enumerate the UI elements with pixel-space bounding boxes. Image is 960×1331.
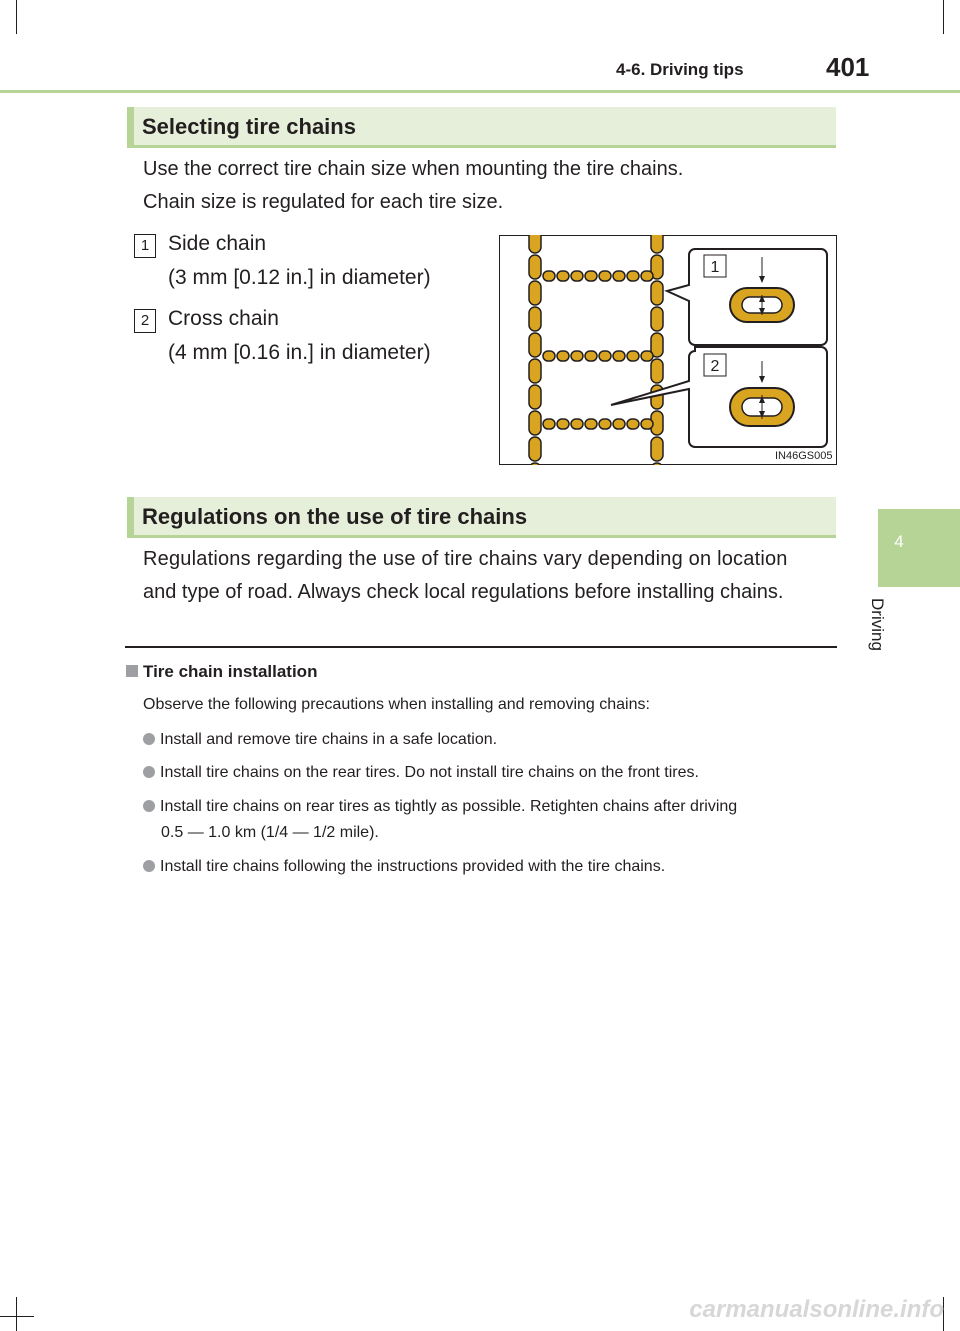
cross-chain-link	[543, 351, 555, 361]
section-heading	[127, 107, 836, 148]
heading-bar	[127, 107, 134, 148]
item-label: Side chain	[168, 232, 267, 255]
cross-chain-link	[613, 271, 625, 281]
side-chain-link	[529, 281, 541, 305]
cross-chain-link	[585, 271, 597, 281]
list-item-text: Install tire chains on the rear tires. Do not install tire chains on the front tires.	[160, 764, 699, 781]
item-number-badge: 2	[134, 309, 156, 333]
side-chain-link	[529, 411, 541, 435]
heading-text: Selecting tire chains	[142, 114, 356, 139]
heading-text: Regulations on the use of tire chains	[142, 504, 528, 529]
side-chain-link	[529, 437, 541, 461]
list-item	[143, 798, 737, 816]
cross-chain-link	[613, 351, 625, 361]
note-heading	[126, 662, 317, 682]
cross-chain-link	[599, 419, 611, 429]
crop-mark	[0, 1316, 34, 1317]
watermark: carmanualsonline.info	[689, 1296, 944, 1323]
note-heading-text: Tire chain installation	[143, 662, 318, 681]
list-item-text: Install tire chains on rear tires as tightly as possible. Retighten chains after driving	[160, 798, 738, 815]
cross-chain-link	[557, 419, 569, 429]
cross-chain-link	[557, 351, 569, 361]
crop-mark	[16, 1297, 17, 1331]
item-label: Cross chain	[168, 307, 279, 330]
bullet-icon	[143, 733, 155, 745]
cross-chain-link	[641, 351, 653, 361]
item-number-badge: 1	[134, 234, 156, 258]
side-chain-link	[651, 307, 663, 331]
cross-chain-link	[613, 419, 625, 429]
cross-chain-link	[599, 271, 611, 281]
crop-mark	[943, 0, 944, 34]
cross-chain-link	[641, 271, 653, 281]
list-item-text: Install and remove tire chains in a safe location.	[160, 731, 498, 748]
side-chain-link	[651, 359, 663, 383]
header-rule	[0, 90, 960, 93]
cross-chain-link	[641, 419, 653, 429]
figure-code: IN46GS005	[775, 450, 833, 462]
cross-chain-link	[585, 419, 597, 429]
square-bullet-icon	[126, 665, 138, 677]
section-heading	[127, 497, 836, 538]
bullet-icon	[143, 860, 155, 872]
page-number: 401	[826, 52, 870, 82]
side-chain-link	[529, 359, 541, 383]
side-chain-link	[651, 437, 663, 461]
list-item-continuation: 0.5 — 1.0 km (1/4 — 1/2 mile).	[161, 824, 379, 841]
callout-number: 1	[710, 259, 720, 276]
item-detail: (4 mm [0.16 in.] in diameter)	[168, 341, 431, 364]
note-intro: Observe the following precautions when installing and removing chains:	[143, 696, 650, 713]
cross-chain-link	[599, 351, 611, 361]
item-detail: (3 mm [0.12 in.] in diameter)	[168, 266, 431, 289]
side-chain-link	[529, 255, 541, 279]
intro-line: Use the correct tire chain size when mounting the tire chains.	[143, 158, 684, 180]
side-chain-link	[529, 385, 541, 409]
cross-chain-link	[571, 271, 583, 281]
cross-chain-link	[627, 351, 639, 361]
tire-chain-figure	[499, 235, 837, 465]
list-item	[143, 731, 497, 749]
cross-chain-link	[571, 351, 583, 361]
divider	[125, 646, 837, 648]
body-line: Regulations regarding the use of tire chains vary depending on location	[143, 548, 788, 570]
side-chain-link	[651, 235, 663, 253]
chapter-label	[868, 598, 913, 668]
section-title: 4-6. Driving tips	[616, 60, 744, 79]
cross-chain-link	[627, 271, 639, 281]
bullet-icon	[143, 766, 155, 778]
cross-chain-link	[557, 271, 569, 281]
side-chain-link	[529, 235, 541, 253]
chapter-number: 4	[894, 532, 904, 551]
list-item	[143, 858, 665, 876]
cross-chain-link	[543, 419, 555, 429]
cross-chain-link	[585, 351, 597, 361]
side-chain-link	[529, 333, 541, 357]
bullet-icon	[143, 800, 155, 812]
callout-number: 2	[710, 358, 720, 375]
body-line: and type of road. Always check local regulations before installing chains.	[143, 581, 784, 603]
crop-mark	[16, 0, 17, 34]
heading-bar	[127, 497, 134, 538]
cross-chain-link	[571, 419, 583, 429]
list-item	[143, 764, 699, 782]
side-chain-link	[651, 281, 663, 305]
cross-chain-link	[627, 419, 639, 429]
chapter-label-text: Driving	[868, 598, 887, 651]
cross-chain-link	[543, 271, 555, 281]
intro-line: Chain size is regulated for each tire size.	[143, 191, 504, 213]
side-chain-link	[529, 307, 541, 331]
list-item-text: Install tire chains following the instructions provided with the tire chains.	[160, 858, 666, 875]
